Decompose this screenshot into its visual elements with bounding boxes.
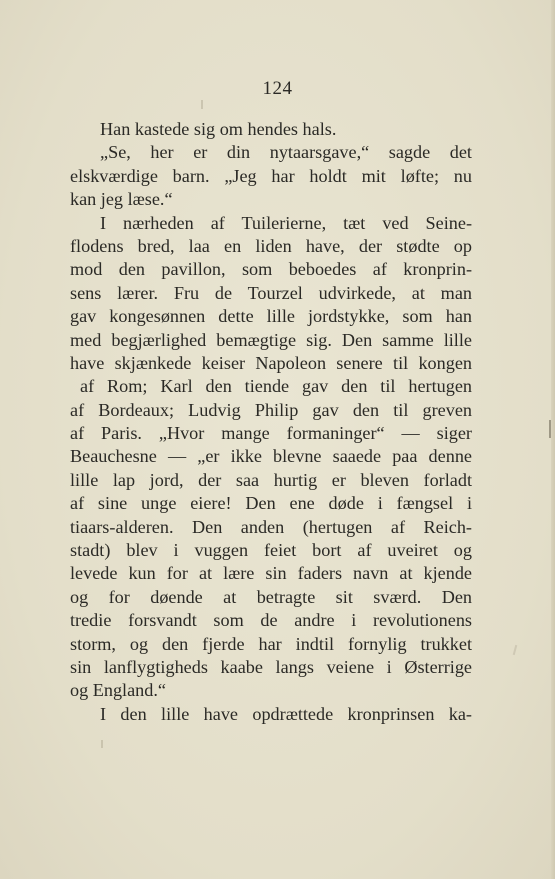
text-line: have skjænkede keiser Napoleon senere til kongen <box>70 352 472 373</box>
text-line: flodens bred, laa en liden have, der stødte op <box>70 235 472 256</box>
text-line: Beauchesne — „er ikke blevne saaede paa denne <box>70 446 472 467</box>
paper-speck <box>201 100 203 109</box>
text-line: „Se, her er din nytaarsgave,“ sagde det <box>100 142 472 163</box>
text-line: I den lille have opdrættede kronprinsen ka- <box>100 703 472 724</box>
paper-speck <box>549 420 551 438</box>
text-line: I nærheden af Tuilerierne, tæt ved Seine- <box>100 212 472 233</box>
text-line: sens lærer. Fru de Tourzel udvirkede, at man <box>70 282 472 303</box>
text-line: lille lap jord, der saa hurtig er bleven forladt <box>70 469 472 490</box>
text-line: kan jeg læse.“ <box>70 189 173 210</box>
text-line: af sine unge eiere! Den ene døde i fængsel i <box>70 493 472 514</box>
text-line: med begjærlighed bemægtige sig. Den samme lille <box>70 329 472 350</box>
paper-speck <box>513 645 518 655</box>
paper-speck <box>101 740 103 748</box>
text-line: tiaars-alderen. Den anden (hertugen af Reich- <box>70 516 472 537</box>
text-line: tredie forsvandt som de andre i revolutionens <box>70 610 472 631</box>
text-line: mod den pavillon, som beboedes af kronprin- <box>70 259 472 280</box>
text-line: gav kongesønnen dette lille jordstykke, som han <box>70 306 472 327</box>
text-line: og England.“ <box>70 680 166 701</box>
text-line: af Rom; Karl den tiende gav den til hertugen <box>80 376 472 397</box>
text-line: sin lanflygtigheds kaabe langs veiene i Østerrige <box>70 656 472 677</box>
text-line: elskværdige barn. „Jeg har holdt mit løfte; nu <box>70 165 472 186</box>
text-line: og for døende at betragte sit sværd. Den <box>70 586 472 607</box>
text-line: storm, og den fjerde har indtil fornylig trukket <box>70 633 472 654</box>
page-number: 124 <box>262 78 293 99</box>
text-line: Han kastede sig om hendes hals. <box>100 119 337 139</box>
text-line: stadt) blev i vuggen feiet bort af uveiret og <box>70 540 472 561</box>
body-text <box>70 118 472 726</box>
text-line: levede kun for at lære sin faders navn at kjende <box>70 563 472 584</box>
text-line: af Bordeaux; Ludvig Philip gav den til greven <box>70 399 472 420</box>
text-line: af Paris. „Hvor mange formaninger“ — siger <box>70 423 472 444</box>
page-edge <box>551 0 555 879</box>
